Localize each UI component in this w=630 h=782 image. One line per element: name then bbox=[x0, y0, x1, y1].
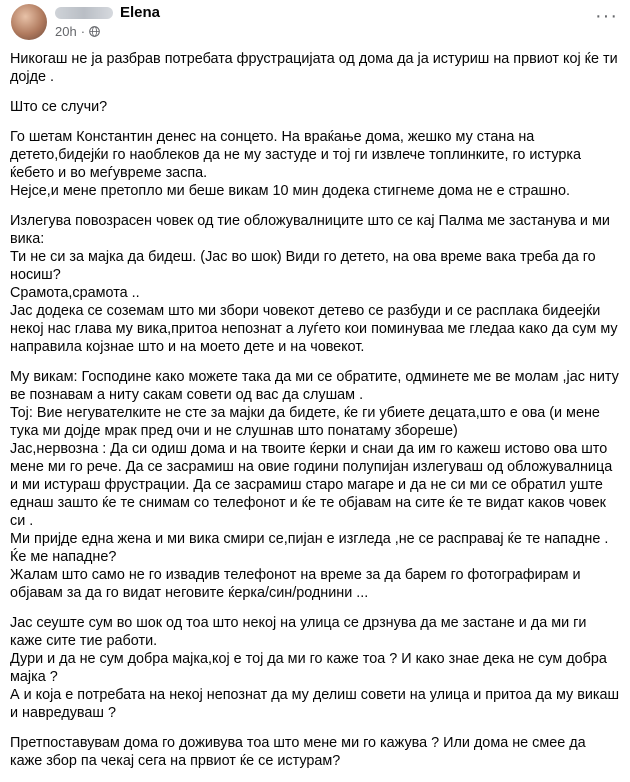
post-paragraph-2: Што се случи? bbox=[10, 99, 108, 115]
meta-separator: · bbox=[80, 24, 86, 39]
post-paragraph-4: Излегува повозрасен човек од тие обложувалниците што се кај Палма ме застанува и ми вика: Ти не си за мајка да бидеш. (Јас во шок) Види го детето, на ова време вака треба да го носиш? Срамота,срамота .. Јас додека се соземам што ми збори човекот детево се разбуди и се расплака бидеејќи некој нас глава му вика,притоа непознат а луѓето кои поминуваа ме гледаа како да сум му направила којзнае што и на моето дете и на човекот. bbox=[10, 213, 618, 355]
avatar[interactable] bbox=[11, 4, 47, 40]
post-paragraph-5: Му викам: Господине како можете така да ми се обратите, одминете ме ве молам ,јас ниту ве познавам а ниту сакам совети од вас да слушам . Тој: Вие негувателките не сте за мајки да бидете, ќе ги убиете децата,што е ова (и мене тука ми дојде мрак пред очи и не слушнав што понатаму збореше) Јас,нервозна : Да си одиш дома и на твоите ќерки и снаи да им го кажеш истово ова што мене ми го рече. Да се засрамиш на овие години полупијан излегуваш од обложувалница и ми истураш фрустрации. Да се засрамиш старо магаре и да не си ми се обратил уште еднаш зашто ќе те снимам со телефонот и ќе те објавам на сите ќе те видат каков човек си . Ми пријде една жена и ми вика смири се,пијан е изгледа ,не се расправај ќе те нападне . Ќе ме нападне? Жалам што само не го извадив телефонот на време за да барем го фотографирам и објавам за да го видат неговите ќерка/син/роднини ... bbox=[10, 369, 619, 601]
post-header bbox=[0, 0, 630, 50]
post-time[interactable]: 20h bbox=[55, 24, 77, 39]
author-name[interactable]: Elena bbox=[120, 4, 161, 21]
post-meta bbox=[55, 24, 100, 39]
post-body bbox=[10, 50, 620, 782]
post-paragraph-7: Претпоставувам дома го доживува тоа што мене ми го кажува ? Или дома не смее да каже збор па чекај сега на првиот ќе се истурам? bbox=[10, 735, 586, 769]
more-options-icon[interactable]: ··· bbox=[595, 5, 618, 27]
post-paragraph-6: Јас сеуште сум во шок од тоа што некој на улица се дрзнува да ме застане и да ми ги каже сите тие работи. Дури и да не сум добра мајка,кој е тој да ми го каже тоа ? И како знае дека не сум добра мајка ? А и која е потребата на некој непознат да му делиш совети на улица и притоа да му викаш и навредуваш ? bbox=[10, 615, 620, 721]
blurred-name bbox=[55, 7, 113, 19]
post-paragraph-1: Никогаш не ја разбрав потребата фрустрацијата од дома да ја истуриш на првиот кој ќе ти дојде . bbox=[10, 51, 618, 85]
globe-icon bbox=[89, 26, 100, 37]
post-paragraph-3: Го шетам Константин денес на сонцето. На враќање дома, жешко му стана на детето,бидејќи го наоблеков да не му застуде и тој ги извлече топлинките, го истурка ќебето и во меѓувреме заспа. Нејсе,и мене претопло ми беше викам 10 мин додека стигнеме дома не е страшно. bbox=[10, 129, 582, 199]
